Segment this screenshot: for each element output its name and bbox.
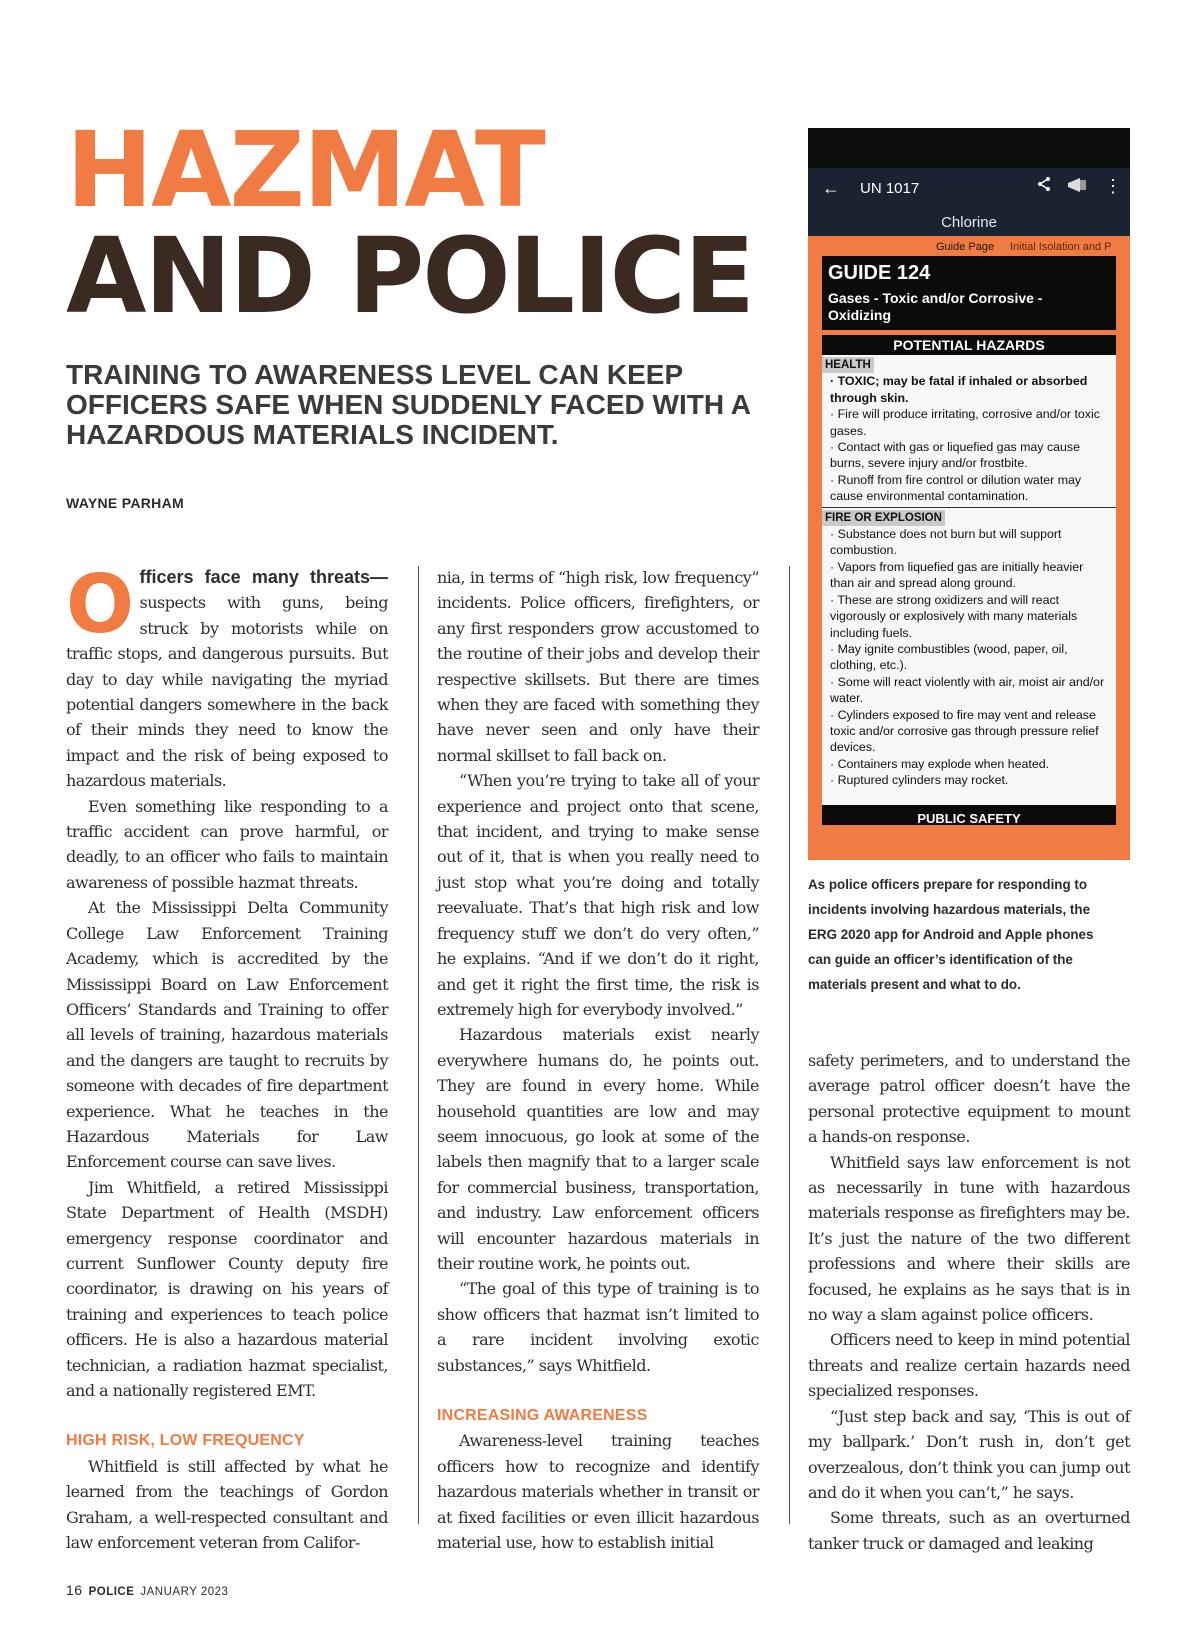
section-title: POTENTIAL HAZARDS [822, 335, 1116, 355]
list-item: · Cylinders exposed to fire may vent and release toxic and/or corrosive gas through pressure relief devices. [830, 707, 1110, 756]
section-heading: INCREASING AWARENESS [437, 1407, 648, 1424]
paragraph: Awareness-level training teaches officers how to recognize and identify hazardous materials whether in transit or at fixed facilities or even illicit hazardous material use, how to establish initial [437, 1431, 759, 1553]
byline: WAYNE PARHAM [66, 495, 184, 511]
photo-caption: As police officers prepare for responding to incidents involving hazardous materials, the ERG 2020 app for Android and Apple phones can guide an officer’s identification of the materials present and what to do. [808, 877, 1094, 992]
un-number: UN 1017 [860, 180, 920, 197]
paragraph: Officers need to keep in mind potential threats and realize certain hazards need specialized responses. [808, 1330, 1130, 1401]
list-item: · Fire will produce irritating, corrosive and/or toxic gases. [830, 406, 1110, 439]
drop-cap: O [66, 558, 134, 651]
magazine-name: POLICE [88, 1586, 135, 1598]
hazards-panel [822, 355, 1116, 805]
app-toolbar [808, 168, 1130, 210]
list-item: · Contact with gas or liquefied gas may cause burns, severe injury and/or frostbite. [830, 439, 1110, 472]
column-divider [789, 566, 790, 1524]
list-item: · May ignite combustibles (wood, paper, oil, clothing, etc.). [830, 641, 1110, 674]
column-1 [66, 558, 388, 1555]
list-item: · Vapors from liquefied gas are initially heavier than air and spread along ground. [830, 559, 1110, 592]
paragraph: “Just step back and say, ‘This is out of my ballpark.’ Don’t rush in, don’t get overzealous, don’t think you can jump out and do it when you can’t,” he says. [808, 1406, 1130, 1502]
section-heading: HIGH RISK, LOW FREQUENCY [66, 1432, 305, 1450]
health-list [822, 373, 1116, 504]
paragraph: Hazardous materials exist nearly everywhere humans do, he points out. They are found in every home. While household quantities are low and may seem innocuous, go look at some of the labels then magnify that to a larger scale for commercial business, transportation, and industry. Law enforcement officers will encounter hazardous materials in their routine work, he points out. [437, 1025, 759, 1273]
tab-bar [808, 236, 1130, 258]
issue-date: JANUARY 2023 [140, 1586, 229, 1598]
list-item: · TOXIC; may be fatal if inhaled or absorbed through skin. [830, 373, 1110, 406]
headline-line-2: AND POLICE [66, 215, 754, 337]
erg-app-screenshot [808, 128, 1130, 860]
column-divider [418, 566, 419, 1524]
list-item: · Substance does not burn but will support combustion. [830, 526, 1110, 559]
arrow-left-icon[interactable]: ← [822, 178, 840, 198]
paragraph: Officers face many threats— suspects with guns, being struck by motorists while on traffic stops, and dangerous pursuits. But day to day while navigating the myriad potential dangers somewhere in the back of their minds they need to know the impact and the risk of being exposed to hazardous materials. [66, 558, 388, 791]
paragraph: Jim Whitfield, a retired Mississippi State Department of Health (MSDH) emergency response coordinator and current Sunflower County deputy fire coordinator, is drawing on his years of training and experiences to teach police officers. He is also a hazardous material technician, a radiation hazmat specialist, and a nationally registered EMT. [66, 1177, 388, 1400]
headline-line-1: HAZMAT [66, 109, 544, 231]
fire-label: FIRE OR EXPLOSION [822, 510, 945, 526]
paragraph: Even something like responding to a traffic accident can prove harmful, or deadly, to an officer who fails to maintain awareness of possible hazmat threats. [66, 796, 388, 892]
paragraph: Whitfield is still affected by what he learned from the teachings of Gordon Graham, a well-respected consultant and law enforcement veteran from Califor- [66, 1456, 388, 1553]
paragraph: “The goal of this type of training is to show officers that hazmat isn’t limited to a rare incident involving exotic substances,” says Whitfield. [437, 1279, 759, 1375]
column-3 [808, 1048, 1130, 1556]
subtitle: TRAINING TO AWARENESS LEVEL CAN KEEP OFFICERS SAFE WHEN SUDDENLY FACED WITH A HAZARDOUS MATERIALS INCIDENT. [66, 359, 750, 450]
paragraph: Some threats, such as an overturned tanker truck or damaged and leaking [808, 1508, 1130, 1553]
fire-list [822, 526, 1116, 789]
guide-box [822, 256, 1116, 330]
guide-number: GUIDE 124 [828, 262, 931, 284]
share-icon[interactable] [1036, 176, 1052, 197]
guide-name: Gases - Toxic and/or Corrosive - Oxidizing [828, 290, 1043, 323]
divider [822, 507, 1116, 508]
chemical-name: Chlorine [808, 210, 1130, 236]
list-item: · Ruptured cylinders may rocket. [830, 772, 1110, 788]
list-item: · Runoff from fire control or dilution water may cause environmental contamination. [830, 472, 1110, 505]
paragraph: At the Mississippi Delta Community College Law Enforcement Training Academy, which is accredited by the Mississippi Board on Law Enforcement Officers’ Standards and Training to offer all levels of training, hazardous materials and the dangers are taught to recruits by someone with decades of fire department experience. What he teaches in the Hazardous Materials for Law Enforcement course can save lives. [66, 898, 388, 1172]
tab-guide-page[interactable]: Guide Page [936, 241, 995, 253]
page-footer [66, 1582, 228, 1598]
lead-in: fficers face many threats— [139, 567, 388, 587]
column-2 [437, 565, 759, 1555]
list-item: · These are strong oxidizers and will react vigorously or explosively with many materials including fuels. [830, 592, 1110, 641]
page-number: 16 [66, 1582, 83, 1598]
paragraph: nia, in terms of “high risk, low frequency” incidents. Police officers, firefighters, or any first responders grow accustomed to the routine of their jobs and develop their respective skillsets. But there are times when they are faced with something they have never seen and only have their normal skillset to fall back on. [437, 568, 759, 765]
public-safety-heading: PUBLIC SAFETY [822, 805, 1116, 825]
flashlight-icon[interactable] [1066, 176, 1088, 199]
paragraph: Whitfield says law enforcement is not as necessarily in tune with hazardous materials response as firefighters may be. It’s just the nature of the two different professions and where their skills are focused, he explains as he says that is in no way a slam against police officers. [808, 1152, 1130, 1325]
paragraph: safety perimeters, and to understand the average patrol officer doesn’t have the personal protective equipment to mount a hands-on response. [808, 1051, 1130, 1147]
more-vert-icon[interactable]: ⋮ [1104, 176, 1122, 196]
list-item: · Containers may explode when heated. [830, 756, 1110, 772]
list-item: · Some will react violently with air, moist air and/or water. [830, 674, 1110, 707]
paragraph: “When you’re trying to take all of your experience and project onto that scene, that incident, and trying to make sense out of it, that is when you really need to just stop what you’re doing and totally reevaluate. That’s that high risk and low frequency stuff we don’t do very often,” he explains. “And if we don’t do it right, and get it right the first time, the risk is extremely high for everybody involved.” [437, 771, 759, 1019]
health-label: HEALTH [822, 357, 874, 373]
tab-initial-isolation[interactable]: Initial Isolation and P [1010, 241, 1112, 253]
